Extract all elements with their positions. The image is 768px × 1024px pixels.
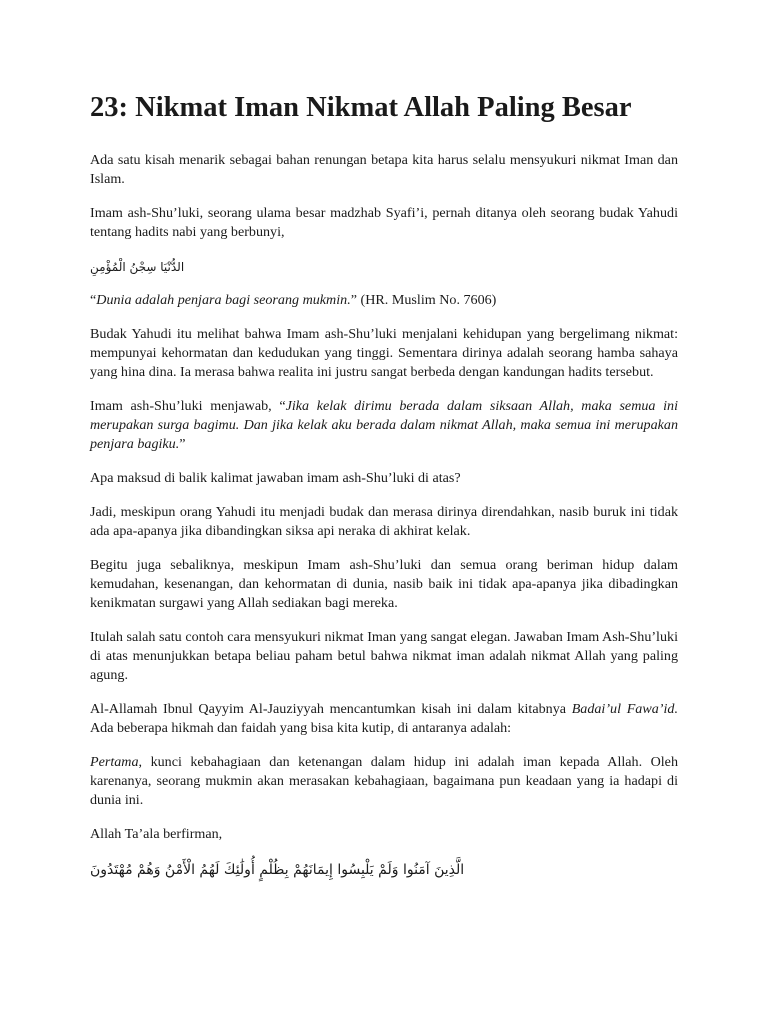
paragraph-hadith-translation [90,291,678,310]
book-title: Badai’ul Fawa’id. [571,701,678,718]
arabic-hadith-text: الدُّنْيَا سِجْنُ الْمُؤْمِنِ [90,260,185,275]
answer-intro: Imam ash-Shu’luki menjawab, “ [90,398,286,415]
arabic-verse [90,859,678,881]
answer-quote: Jika kelak dirimu berada dalam siksaan Allah, maka semua ini merupakan surga bagimu. Dan jika kelak aku berada dalam nikmat Allah, maka semua ini merupakan penjara bagiku. [90,398,679,453]
page-title: 23: Nikmat Iman Nikmat Allah Paling Besar [90,92,632,123]
hadith-translation: Dunia adalah penjara bagi seorang mukmin. [96,292,351,309]
paragraph-allah-says: Allah Ta’ala berfirman, [90,826,223,843]
answer-quote-close: ” [179,436,186,453]
quote-open: “ [90,292,97,309]
document-page [90,92,678,881]
quote-close: ” [350,292,357,309]
arabic-verse-text: الَّذِينَ آمَنُوا وَلَمْ يَلْبِسُوا إِيمَانَهُمْ بِظُلْمٍ أُولَٰئِكَ لَهُمُ الْأَمْنُ وَهُمْ مُهْتَدُونَ [90,862,465,879]
source-rest: Ada beberapa hikmah dan faidah yang bisa kita kutip, di antaranya adalah: [90,720,512,737]
paragraph-imam-answer [90,397,678,454]
hadith-source: (HR. Muslim No. 7606) [357,292,497,309]
paragraph-explanation-2: Begitu juga sebaliknya, meskipun Imam ash-Shu’luki dan semua orang beriman hidup dalam kemudahan, kesenangan, dan kehormatan di dunia, nasib baik ini tidak apa-apanya jika dibadingkan kenikmatan surgawi yang Allah sediakan bagi mereka. [90,557,678,612]
source-intro: Al-Allamah Ibnul Qayyim Al-Jauziyyah mencantumkan kisah ini dalam kitabnya [90,701,572,718]
paragraph-intro: Ada satu kisah menarik sebagai bahan renungan betapa kita harus selalu mensyukuri nikmat Iman dan Islam. [90,152,678,188]
paragraph-conclusion: Itulah salah satu contoh cara mensyukuri nikmat Iman yang sangat elegan. Jawaban Imam Ash-Shu’luki di atas menunjukkan betapa beliau paham betul bahwa nikmat iman adalah nikmat Allah yang paling agung. [90,629,678,684]
paragraph-source-book [90,700,678,738]
paragraph-question: Imam ash-Shu’luki, seorang ulama besar madzhab Syafi’i, pernah ditanya oleh seorang budak Yahudi tentang hadits nabi yang berbunyi, [90,205,678,241]
first-label: Pertama [90,754,139,771]
first-lesson-text: , kunci kebahagiaan dan ketenangan dalam hidup ini adalah iman kepada Allah. Oleh karenanya, seorang mukmin akan merasakan kebahagiaan, bagaimana pun keadaan yang ia hadapi di dunia ini. [90,754,678,809]
paragraph-explanation-1: Jadi, meskipun orang Yahudi itu menjadi budak dan merasa dirinya direndahkan, nasib buruk ini tidak ada apa-apanya jika dibandingkan siksa api neraka di akhirat kelak. [90,504,678,540]
paragraph-meaning-question: Apa maksud di balik kalimat jawaban imam ash-Shu’luki di atas? [90,470,461,487]
paragraph-first-lesson [90,753,678,810]
paragraph-slave-observation: Budak Yahudi itu melihat bahwa Imam ash-Shu’luki menjalani kehidupan yang bergelimang nikmat: mempunyai kehormatan dan kedudukan yang tinggi. Sementara dirinya adalah seorang hamba sahaya yang hina dina. Ia merasa bahwa realita ini justru sangat berbeda dengan kandungan hadits tersebut. [90,326,678,381]
arabic-hadith [90,257,678,277]
